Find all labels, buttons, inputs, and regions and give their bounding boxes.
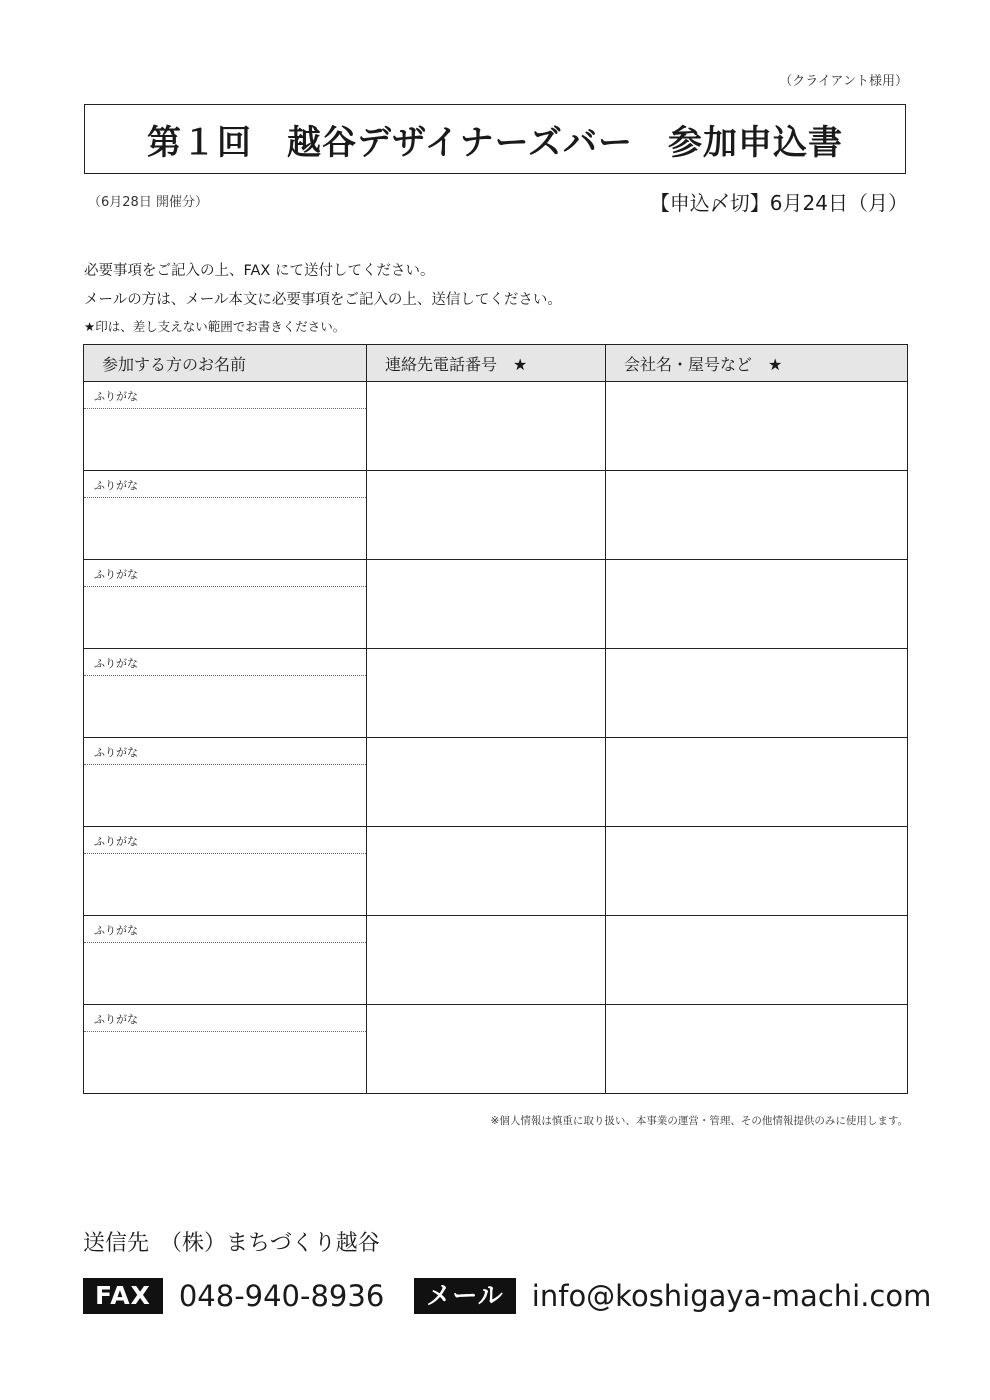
table-row [84,471,908,560]
name-cell[interactable] [84,471,367,560]
table-header-row [84,345,908,382]
header-name: 参加する方のお名前 [84,345,367,382]
header-phone: 連絡先電話番号 ★ [367,345,606,382]
furigana-label: ふりがな [84,738,366,765]
name-cell[interactable] [84,827,367,916]
furigana-label: ふりがな [84,649,366,676]
company-cell[interactable] [606,1005,908,1094]
page-title: 第１回 越谷デザイナーズバー 参加申込書 [147,122,843,163]
application-table [83,344,908,1094]
table-row [84,916,908,1005]
client-note: （クライアント様用） [779,74,908,89]
furigana-label: ふりがな [84,382,366,409]
name-cell[interactable] [84,1005,367,1094]
phone-cell[interactable] [367,916,606,1005]
instruction-mail: メールの方は、メール本文に必要事項をご記入の上、送信してください。 [84,292,562,308]
table-row [84,382,908,471]
contact-row [83,1277,931,1315]
company-cell[interactable] [606,827,908,916]
company-cell[interactable] [606,738,908,827]
phone-cell[interactable] [367,738,606,827]
company-cell[interactable] [606,560,908,649]
name-cell[interactable] [84,649,367,738]
email-link[interactable]: info@koshigaya-machi.com [531,1279,932,1313]
furigana-label: ふりがな [84,471,366,498]
phone-cell[interactable] [367,1005,606,1094]
destination: 送信先 （株）まちづくり越谷 [83,1231,380,1256]
instruction-fax: 必要事項をご記入の上、FAX にて送付してください。 [84,263,435,279]
name-cell[interactable] [84,738,367,827]
title-box [84,104,906,174]
name-cell[interactable] [84,916,367,1005]
fax-number: 048-940-8936 [178,1279,385,1313]
table-row [84,738,908,827]
phone-cell[interactable] [367,649,606,738]
company-cell[interactable] [606,382,908,471]
table-row [84,1005,908,1094]
company-cell[interactable] [606,471,908,560]
company-cell[interactable] [606,916,908,1005]
phone-cell[interactable] [367,560,606,649]
fax-label: FAX [83,1278,163,1314]
phone-cell[interactable] [367,382,606,471]
instructions [84,257,562,337]
company-cell[interactable] [606,649,908,738]
table-row [84,560,908,649]
mail-label: メール [414,1278,516,1314]
privacy-note: ※個人情報は慎重に取り扱い、本事業の運営・管理、その他情報提供のみに使用します。 [490,1115,908,1127]
name-cell[interactable] [84,560,367,649]
furigana-label: ふりがな [84,1005,366,1032]
table-row [84,649,908,738]
event-date-note: （6月28日 開催分） [88,195,208,210]
table-row [84,827,908,916]
header-company: 会社名・屋号など ★ [606,345,908,382]
phone-cell[interactable] [367,471,606,560]
deadline: 【申込〆切】6月24日（月） [649,191,908,215]
name-cell[interactable] [84,382,367,471]
furigana-label: ふりがな [84,827,366,854]
instruction-star-note: ★印は、差し支えない範囲でお書きください。 [84,319,346,334]
furigana-label: ふりがな [84,560,366,587]
furigana-label: ふりがな [84,916,366,943]
phone-cell[interactable] [367,827,606,916]
